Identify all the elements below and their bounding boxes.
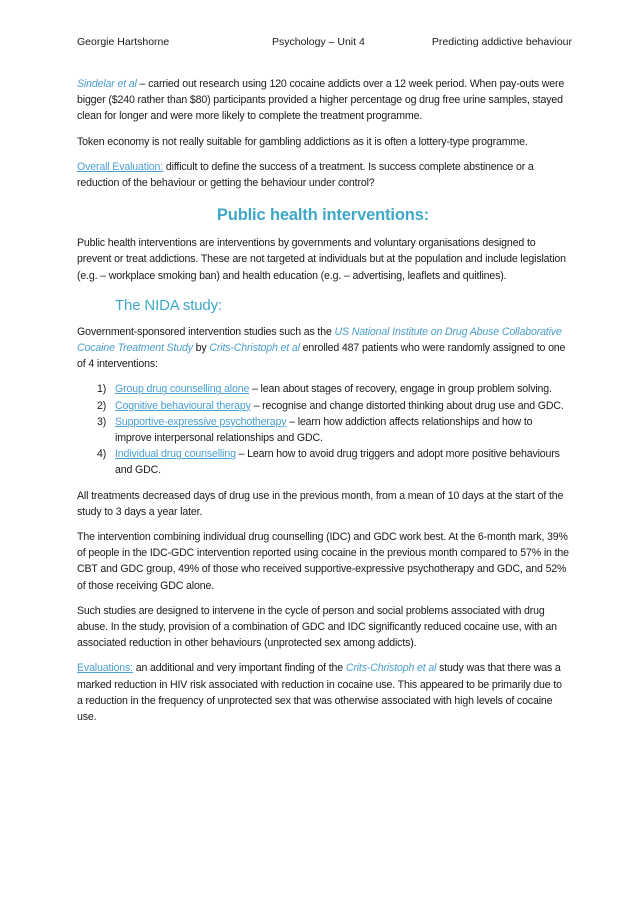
list-number: 4) [97,448,107,461]
citation-crits-christoph: Crits-Christoph et al [209,342,300,355]
overall-evaluation-label[interactable]: Overall Evaluation: [77,160,164,173]
intervention-desc: – Learn how to avoid drug triggers and adopt more positive behaviours and GDC. [115,448,560,477]
intervention-link[interactable]: Supportive-expressive psychotherapy [115,415,287,428]
citation-crits-christoph: Crits-Christoph et al [345,662,437,675]
paragraph-nida-intro [77,324,569,373]
paragraph-idc-gdc: The intervention combining individual drug counselling (IDC) and GDC work best. At the 6-month mark, 39% of people in the IDC-GDC intervention reported using cocaine in the previous month compared to 57% in the CBT and GDC group, 49% of those who received supportive-expressive psychotherapy and GDC, and 52% of those receiving GDC alone. [77,531,569,592]
intervention-desc: – recognise and change distorted thinking about drug use and GDC. [250,399,564,412]
paragraph-evaluations [77,660,569,725]
header-author: Georgie Hartshorne [77,36,170,48]
list-number: 2) [97,399,107,412]
paragraph-text: Government-sponsored intervention studies such as the [77,325,335,338]
heading-nida-study: The NIDA study: [115,296,222,314]
paragraph-text: study was that there was a marked reduction in HIV risk associated with reduction in cocaine use. This appeared to be primarily due to a reduction in the frequency of unprotected sex that was otherwise associated with high levels of cocaine use. [77,662,562,724]
interventions-list [77,381,569,478]
list-item [77,446,569,478]
paragraph-text: by [192,342,210,355]
intervention-link[interactable]: Cognitive behavioural therapy [115,399,251,412]
paragraph-public-health: Public health interventions are interventions by governments and voluntary organisations designed to prevent or treat addictions. These are not targeted at individuals but at the population and include legislation (e.g. – workplace smoking ban) and health education (e.g. – advertising, leaflets and quitlines). [77,237,566,282]
paragraph-text: – carried out research using 120 cocaine addicts over a 12 week period. When pay-outs were bigger ($240 rather than $80) participants provided a higher percentage og drug free urine samples, stayed clean for longer and were more likely to complete the treatment programme. [77,78,565,123]
paragraph-text: an additional and very important finding of the [132,662,346,675]
paragraph-intervention-cycle: Such studies are designed to intervene in the cycle of person and social problems associated with drug abuse. In the study, provision of a combination of GDC and IDC significantly reduced cocaine use, with an associated reduction in other behaviours (unprotected sex among addicts). [77,604,557,650]
paragraph-treatment-results: All treatments decreased days of drug use in the previous month, from a mean of 10 days at the start of the study to 3 days a year later. [77,489,564,518]
paragraph-text: difficult to define the success of a treatment. Is success complete abstinence or a reduction of the behaviour or getting the behaviour under control? [77,160,534,190]
paragraph-token-economy: Token economy is not really suitable for gambling addictions as it is often a lottery-type programme. [77,135,528,148]
header-topic: Predicting addictive behaviour [431,36,572,48]
page-header [77,36,572,50]
intervention-desc: – lean about stages of recovery, engage in group problem solving. [249,383,552,396]
header-subject: Psychology – Unit 4 [272,36,365,48]
paragraph-text: enrolled 487 patients who were randomly assigned to one of 4 interventions: [77,342,566,371]
list-item [77,381,569,397]
paragraph-overall-evaluation [77,159,569,191]
evaluations-label[interactable]: Evaluations: [77,662,133,675]
document-body [77,76,569,734]
intervention-link[interactable]: Group drug counselling alone [115,383,250,396]
study-name: US National Institute on Drug Abuse Collaborative Cocaine Treatment Study [77,325,562,355]
citation-sindelar: Sindelar et al [77,78,137,90]
heading-public-health: Public health interventions: [216,206,430,225]
list-item [77,414,569,446]
list-number: 1) [97,383,107,396]
list-number: 3) [97,415,107,428]
intervention-link[interactable]: Individual drug counselling [115,448,236,461]
list-item [77,398,569,414]
paragraph-sindelar [77,76,569,125]
intervention-desc: – learn how addiction affects relationships and how to improve interpersonal relationships and GDC. [115,415,533,445]
